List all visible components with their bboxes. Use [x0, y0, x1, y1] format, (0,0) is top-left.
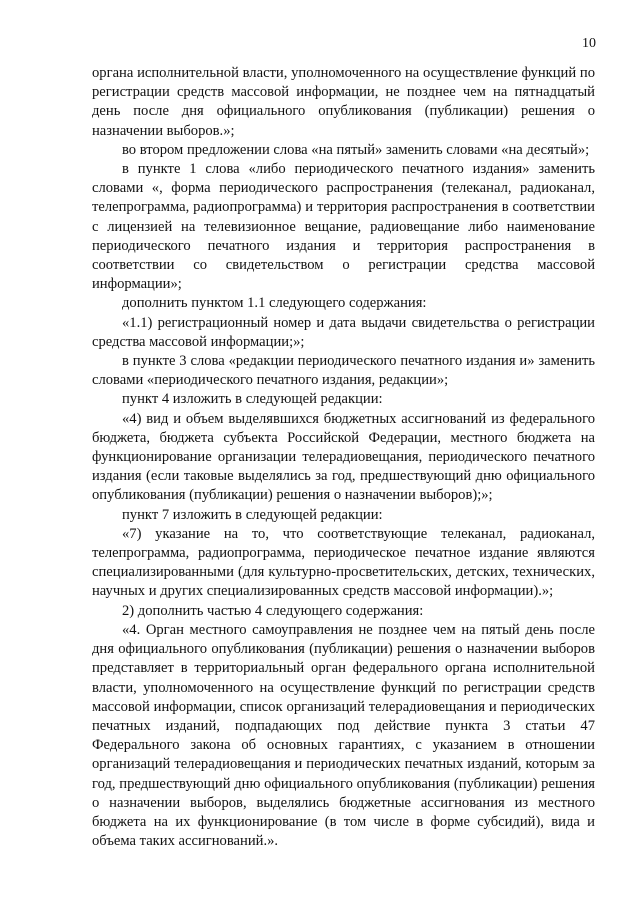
paragraph: «4) вид и объем выделявшихся бюджетных ассигнований из федерального бюджета, бюджета субъекта Российской Федерации, местного бюджета на функционирование организации телерадиовещания, периодического печатного издания (если таковые выделялись за год, предшествующий дню официального опубликования (публикации) решения о назначении выборов);»;	[92, 410, 595, 504]
paragraph: во втором предложении слова «на пятый» заменить словами «на десятый»;	[122, 141, 590, 158]
paragraph: органа исполнительной власти, уполномоченного на осуществление функций по регистрации средств массовой информации, не позднее чем на пятнадцатый день после дня официального опубликования (публикации) решения о назначении выборов.»;	[92, 65, 595, 139]
page-number: 10	[582, 36, 596, 51]
paragraph: «1.1) регистрационный номер и дата выдачи свидетельства о регистрации средства массовой информации;»;	[92, 314, 595, 350]
document-body	[92, 64, 595, 851]
paragraph: пункт 4 изложить в следующей редакции:	[122, 391, 383, 408]
paragraph: дополнить пунктом 1.1 следующего содержания:	[122, 295, 427, 312]
paragraph: в пункте 3 слова «редакции периодического печатного издания и» заменить словами «периодического печатного издания, редакции»;	[92, 353, 595, 389]
paragraph: «7) указание на то, что соответствующие телеканал, радиоканал, телепрограмма, радиопрограмма, периодическое печатное издание являются специализированными (для культурно-просветительских, детских, технических, научных и других специализированных средств массовой информации).»;	[92, 525, 595, 600]
paragraph: пункт 7 изложить в следующей редакции:	[122, 506, 383, 523]
paragraph: 2) дополнить частью 4 следующего содержания:	[122, 602, 424, 619]
paragraph: в пункте 1 слова «либо периодического печатного издания» заменить словами «, форма периодического распространения (телеканал, радиоканал, телепрограмма, радиопрограмма) и территория распространения в соответствии с лицензией на телевизионное вещание, радиовещание либо наименование периодического печатного издания и территория распространения в соответствии со свидетельством о регистрации средства массовой информации»;	[92, 161, 595, 293]
paragraph: «4. Орган местного самоуправления не позднее чем на пятый день после дня официального опубликования (публикации) решения о назначении выборов представляет в территориальный орган федерального органа исполнительной власти, уполномоченного на осуществление функций по регистрации средств массовой информации, список организаций телерадиовещания и периодических печатных изданий, подпадающих под действие пункта 3 статьи 47 Федерального закона об основных гарантиях, с указанием в отношении организаций телерадиовещания и периодических печатных изданий, которым за год, предшествующий дню официального опубликования (публикации) решения о назначении выборов, выделялись бюджетные ассигнования из местного бюджета на их функционирование (в том числе в форме субсидий), вида и объема таких ассигнований.».	[92, 621, 595, 850]
